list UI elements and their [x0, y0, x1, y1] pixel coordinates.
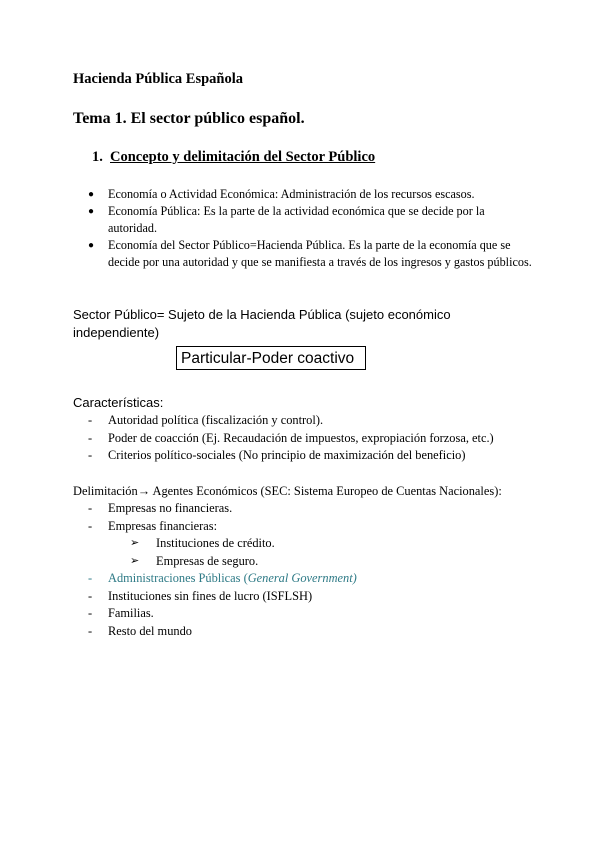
sublist-item: ➢ Instituciones de crédito. [108, 535, 488, 553]
arrow-icon: ➢ [130, 554, 140, 567]
agentes-list [88, 500, 488, 640]
sector-publico-text: Sector Público= Sujeto de la Hacienda Pública (sujeto económico independiente) [73, 307, 451, 340]
topic-heading: Tema 1. El sector público español. [73, 110, 305, 127]
sublist-item: ➢ Empresas de seguro. [108, 553, 488, 571]
list-item: - Autoridad política (fiscalización y control). [88, 412, 558, 430]
caracteristicas-list [88, 412, 558, 465]
document-title: Hacienda Pública Española [73, 71, 244, 87]
dash-icon: - [88, 588, 93, 603]
list-item: - Familias. [88, 605, 488, 623]
bullet-icon: ● [88, 240, 95, 251]
dash-icon: - [88, 448, 93, 462]
poder-coactivo-box: Particular-Poder coactivo [176, 346, 366, 370]
list-item: - Instituciones sin fines de lucro (ISFLSH) [88, 588, 488, 606]
arrow-icon: ➢ [130, 537, 140, 549]
list-item: - Criterios político-sociales (No principio de maximización del beneficio) [88, 447, 558, 465]
bullet-icon: ● [88, 189, 95, 200]
dash-icon: - [88, 606, 93, 620]
dash-icon: - [88, 413, 93, 427]
list-item: - Resto del mundo [88, 623, 488, 641]
dash-icon: - [88, 571, 93, 585]
list-item: ● Economía del Sector Público=Hacienda Pública. Es la parte de la economía que se decide por una autoridad y que se manifiesta a través de los ingresos y gastos públicos. [88, 238, 532, 269]
dash-icon: - [88, 623, 93, 638]
dash-icon: - [88, 518, 93, 533]
dash-icon: - [88, 430, 93, 445]
bullet-icon: ● [88, 206, 95, 217]
list-item: - Poder de coacción (Ej. Recaudación de impuestos, expropiación forzosa, etc.) [88, 430, 558, 448]
definition-list [88, 186, 536, 271]
caracteristicas-heading: Características: [73, 395, 164, 410]
administraciones-label: Administraciones Públicas ( [108, 571, 248, 585]
list-item: - Empresas financieras: ➢ Instituciones de crédito. ➢ Empresas de seguro. [88, 518, 488, 571]
section-number: 1. [92, 149, 103, 165]
list-item: ● Economía Pública: Es la parte de la actividad económica que se decide por la autoridad. [88, 204, 485, 235]
delimitacion-heading: Delimitación→ Agentes Económicos (SEC: Sistema Europeo de Cuentas Nacionales): [73, 484, 502, 498]
financieras-sublist [108, 535, 488, 570]
section-title: Concepto y delimitación del Sector Público [110, 149, 376, 165]
list-item: - Empresas no financieras. [88, 500, 488, 518]
dash-icon: - [88, 501, 93, 515]
general-government-text: General Government [247, 571, 353, 585]
list-item: - Administraciones Públicas (General Government) [88, 570, 488, 588]
list-item: ● Economía o Actividad Económica: Administración de los recursos escasos. [88, 187, 475, 201]
section-heading [92, 149, 375, 166]
